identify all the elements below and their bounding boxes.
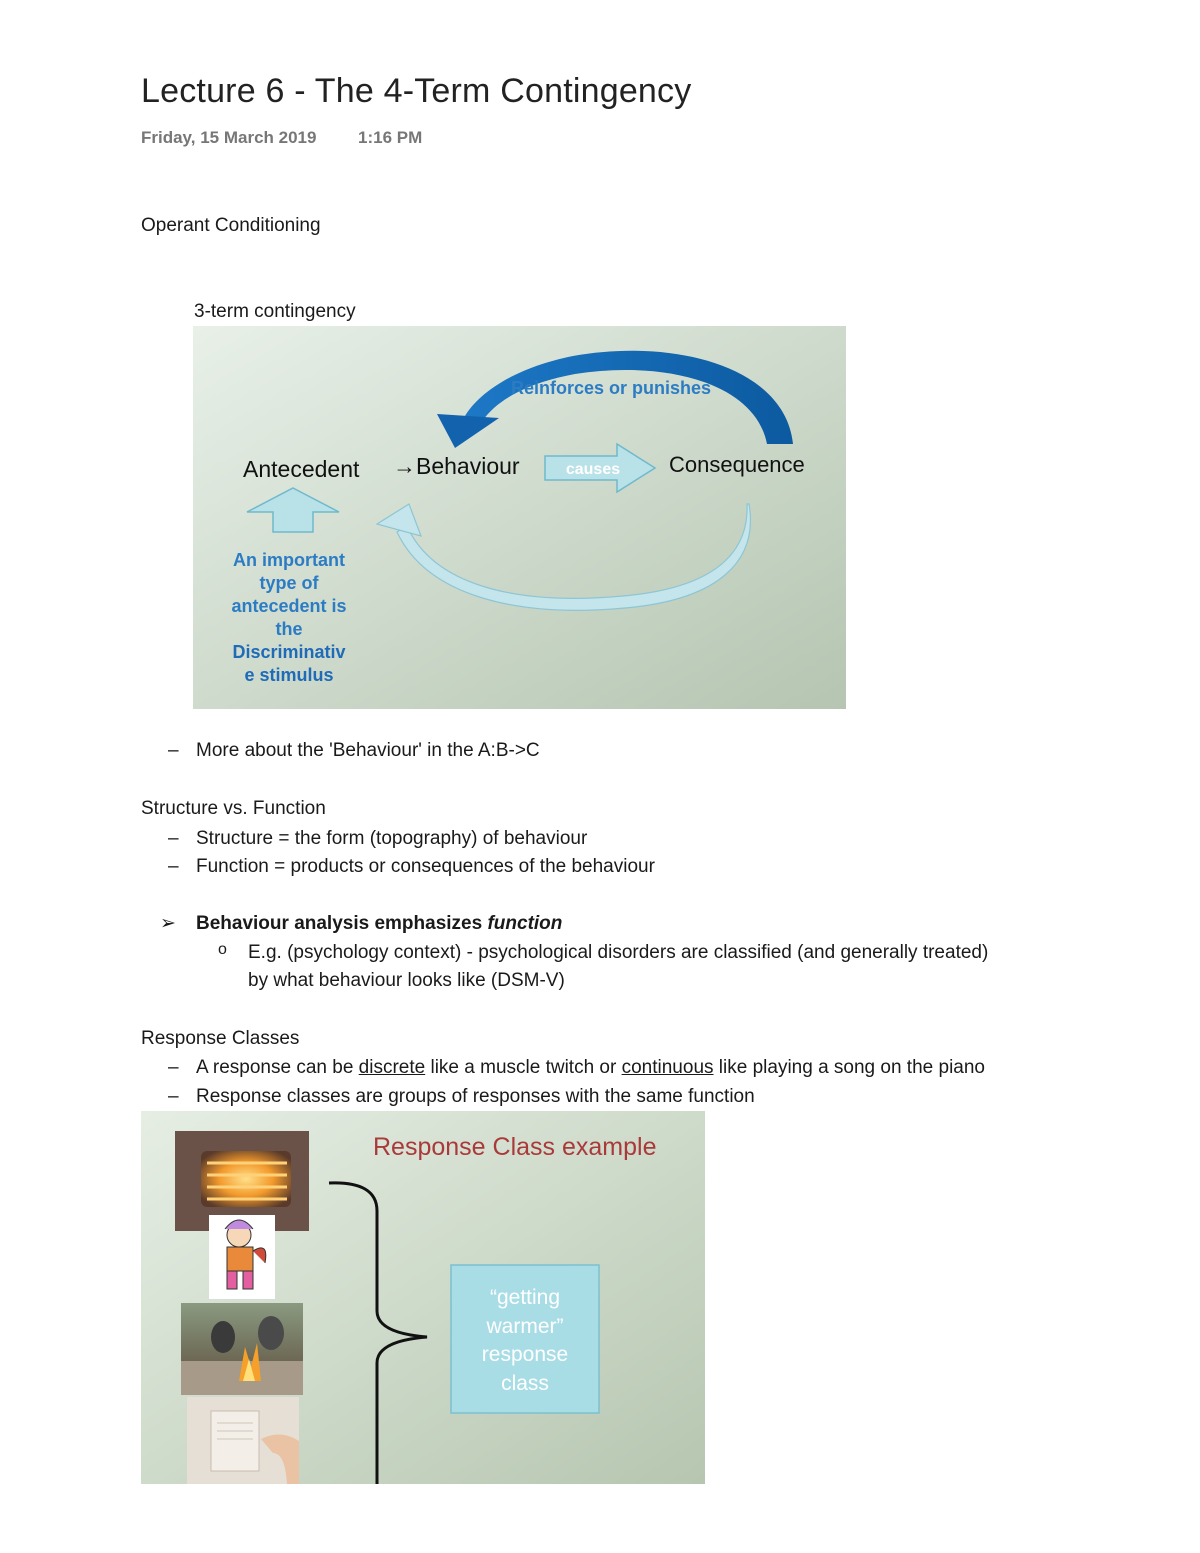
structure-item: Structure = the form (topography) of behaviour (196, 828, 588, 849)
response-item-1 (196, 1057, 985, 1079)
emphasis-bold: Behaviour analysis emphasizes (196, 913, 483, 934)
box-line: class (501, 1372, 549, 1395)
response-text: like playing a song on the piano (718, 1057, 985, 1078)
response-item-2: Response classes are groups of responses with the same function (196, 1086, 755, 1107)
causes-label: causes (565, 461, 621, 478)
note-line: the (275, 619, 303, 639)
note-line: type of (259, 573, 319, 593)
example-line-1: E.g. (psychology context) - psychological disorders are classified (and generally treated) (248, 942, 989, 963)
function-item: Function = products or consequences of the behaviour (196, 856, 655, 877)
three-term-heading: 3-term contingency (194, 301, 356, 322)
response-text: A response can be (196, 1057, 354, 1078)
bullet-dash: – (168, 740, 179, 761)
antecedent-label: Antecedent (243, 456, 360, 482)
note-line: Discriminativ (232, 642, 346, 662)
behaviour-label: →Behaviour (393, 453, 520, 479)
emphasis-line (196, 913, 562, 935)
operant-heading: Operant Conditioning (141, 215, 321, 236)
consequence-label: Consequence (669, 452, 805, 477)
example-line-2: by what behaviour looks like (DSM-V) (248, 970, 565, 991)
campfire-image (181, 1303, 303, 1395)
note-line: e stimulus (244, 665, 334, 685)
structure-heading: Structure vs. Function (141, 798, 326, 819)
reinforces-label: Reinforces or punishes (510, 378, 712, 398)
circle-bullet-icon: o (218, 941, 227, 958)
continuous-term: continuous (621, 1057, 714, 1078)
page-title: Lecture 6 - The 4-Term Contingency (141, 72, 692, 110)
box-line: warmer” (486, 1315, 564, 1338)
response-text: like a muscle twitch or (430, 1057, 617, 1078)
bullet-dash: – (168, 1057, 179, 1078)
thermostat-image (187, 1397, 299, 1484)
behaviour-bullet: More about the 'Behaviour' in the A:B->C (196, 740, 540, 761)
warm-clothes-image (209, 1215, 275, 1299)
box-line: “getting (489, 1286, 561, 1309)
note-line: antecedent is (231, 596, 347, 616)
bullet-dash: – (168, 828, 179, 849)
box-line: response (481, 1343, 569, 1366)
response-class-title: Response Class example (373, 1133, 657, 1161)
emphasis-italic: function (487, 913, 563, 934)
response-class-diagram (141, 1111, 705, 1484)
bullet-dash: – (168, 856, 179, 877)
bullet-dash: – (168, 1086, 179, 1107)
three-term-diagram (193, 326, 846, 709)
arrow-bullet-icon: ➢ (160, 913, 176, 934)
response-heading: Response Classes (141, 1028, 300, 1049)
discrete-term: discrete (358, 1057, 426, 1078)
note-line: An important (233, 550, 345, 570)
page-time: 1:16 PM (358, 128, 423, 147)
page-date: Friday, 15 March 2019 (141, 128, 317, 147)
